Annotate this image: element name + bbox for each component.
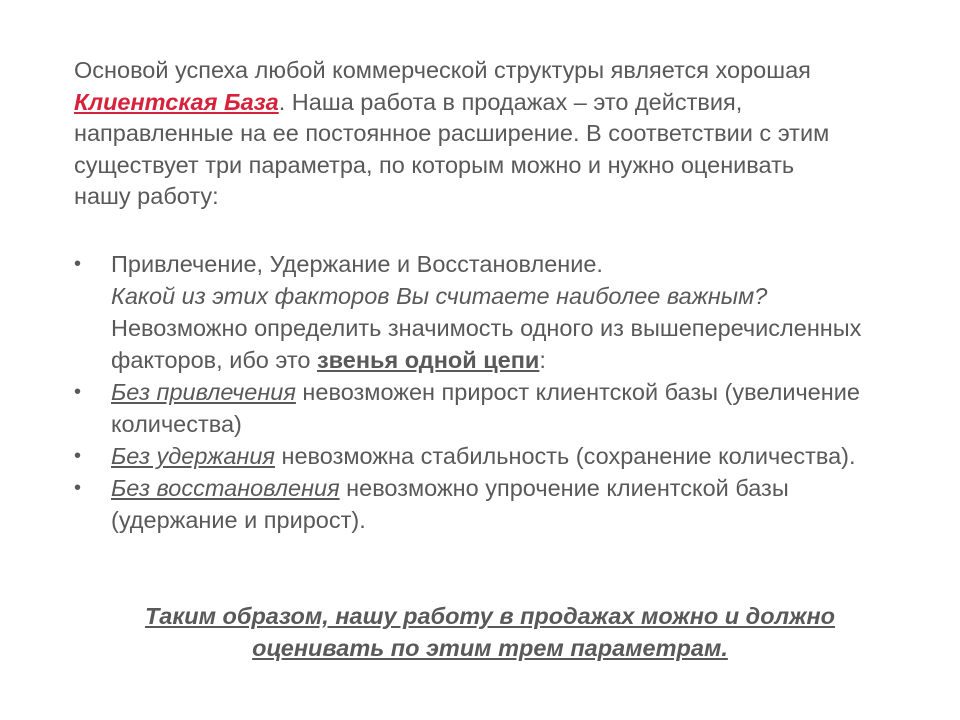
chain-links-emphasis: звенья одной цепи <box>316 347 540 373</box>
factors-explanation: Невозможно определить значимость одного из вышеперечисленных факторов, ибо это <box>111 315 862 373</box>
intro-paragraph <box>74 55 854 213</box>
factors-colon: : <box>539 347 546 373</box>
list-item-attraction <box>74 376 874 440</box>
restoration-text: невозможно упрочение клиентской базы (удержание и прирост). <box>111 475 789 533</box>
bullet-icon: • <box>74 253 82 275</box>
intro-text-start: Основой успеха любой коммерческой структуры является хорошая <box>74 57 811 83</box>
attraction-text: невозможен прирост клиентской базы (увеличение количества) <box>111 379 860 437</box>
bullet-icon: • <box>74 381 82 403</box>
retention-lead: Без удержания <box>111 443 275 469</box>
factors-heading: Привлечение, Удержание и Восстановление. <box>111 251 603 277</box>
bullet-icon: • <box>74 445 82 467</box>
factors-list <box>74 248 874 536</box>
retention-text: невозможна стабильность (сохранение количества). <box>274 443 856 469</box>
client-base-highlight: Клиентская База <box>74 88 279 115</box>
intro-text-end: . Наша работа в продажах – это действия, направленные на ее постоянное расширение. В соответствии с этим существует три параметра, по которым можно и нужно оценивать нашу работу: <box>74 88 830 209</box>
list-item-restoration <box>74 472 874 536</box>
attraction-lead: Без привлечения <box>111 379 296 405</box>
restoration-lead: Без восстановления <box>111 475 340 501</box>
factors-question: Какой из этих факторов Вы считаете наиболее важным? <box>111 283 768 309</box>
list-item-factors <box>74 248 874 376</box>
list-item-retention <box>74 440 874 472</box>
bullet-icon: • <box>74 477 82 499</box>
conclusion-text: Таким образом, нашу работу в продажах можно и должно оценивать по этим трем параметрам. <box>144 603 836 661</box>
